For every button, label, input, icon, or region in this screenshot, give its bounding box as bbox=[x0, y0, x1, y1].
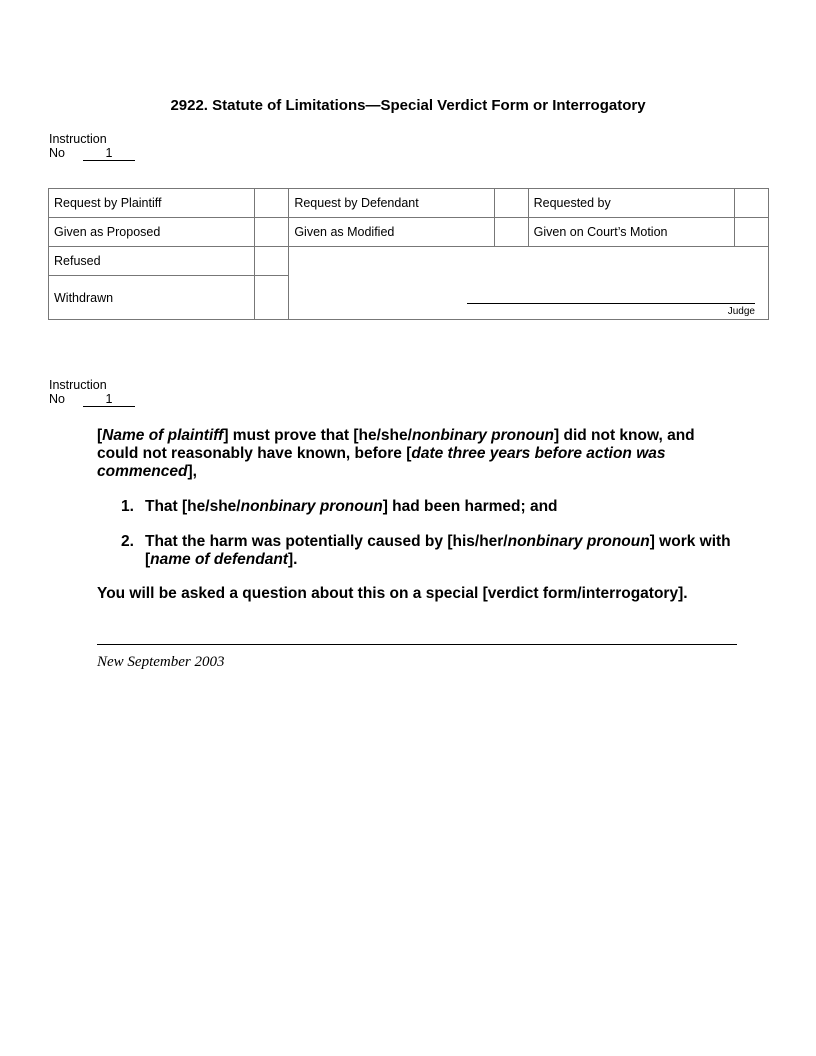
text: ], bbox=[187, 463, 197, 480]
revision-note: New September 2003 bbox=[97, 654, 225, 670]
no-label: No bbox=[49, 392, 65, 406]
closing-sentence: You will be asked a question about this on a special [verdict form/interrogatory]. bbox=[97, 585, 688, 602]
divider bbox=[97, 644, 737, 645]
given-on-courts-motion-box[interactable] bbox=[735, 218, 769, 247]
request-by-plaintiff-label: Request by Plaintiff bbox=[49, 189, 255, 218]
placeholder-text: date three years before action was commenced bbox=[97, 445, 666, 480]
page-title: 2922. Statute of Limitations—Special Verdict Form or Interrogatory bbox=[170, 97, 646, 114]
given-as-modified-label: Given as Modified bbox=[289, 218, 494, 247]
given-as-proposed-label: Given as Proposed bbox=[49, 218, 255, 247]
placeholder-text: name of defendant bbox=[150, 551, 288, 568]
item-number: 1. bbox=[121, 498, 134, 515]
placeholder-text: nonbinary pronoun bbox=[411, 427, 555, 444]
instruction-number-block-2 bbox=[49, 378, 135, 407]
request-by-plaintiff-box[interactable] bbox=[255, 189, 289, 218]
refused-box[interactable] bbox=[255, 247, 289, 276]
request-by-defendant-label: Request by Defendant bbox=[289, 189, 494, 218]
request-by-defendant-box[interactable] bbox=[494, 189, 528, 218]
text: ] did not know, and could not reasonably have known, before [ bbox=[97, 427, 695, 462]
withdrawn-label: Withdrawn bbox=[49, 276, 255, 320]
judge-signature-line[interactable] bbox=[467, 303, 755, 304]
judge-label: Judge bbox=[727, 306, 755, 317]
requested-by-label: Requested by bbox=[528, 189, 734, 218]
item-number: 2. bbox=[121, 533, 134, 550]
instruction-number: 1 bbox=[83, 147, 135, 161]
placeholder-text: nonbinary pronoun bbox=[507, 533, 650, 550]
text: That the harm was potentially caused by [his/her/ bbox=[145, 533, 508, 550]
no-label: No bbox=[49, 146, 65, 160]
text: ] work with [ bbox=[145, 533, 731, 568]
instruction-paragraph bbox=[97, 427, 737, 481]
text: ] had been harmed; and bbox=[382, 498, 558, 515]
withdrawn-box[interactable] bbox=[255, 276, 289, 320]
instruction-number: 1 bbox=[83, 393, 135, 407]
judge-signature-area bbox=[289, 247, 769, 320]
instruction-label: Instruction bbox=[49, 132, 107, 146]
text: That [he/she/ bbox=[145, 498, 241, 515]
given-on-courts-motion-label: Given on Court’s Motion bbox=[528, 218, 734, 247]
instruction-number-block bbox=[49, 132, 135, 161]
instruction-disposition-form bbox=[48, 188, 769, 320]
given-as-modified-box[interactable] bbox=[494, 218, 528, 247]
text: ]. bbox=[287, 551, 298, 568]
text: ] must prove that [he/she/ bbox=[223, 427, 412, 444]
requested-by-box[interactable] bbox=[735, 189, 769, 218]
list-item bbox=[121, 498, 731, 516]
given-as-proposed-box[interactable] bbox=[255, 218, 289, 247]
text: [ bbox=[97, 427, 103, 444]
placeholder-text: Name of plaintiff bbox=[102, 427, 224, 444]
placeholder-text: nonbinary pronoun bbox=[240, 498, 383, 515]
list-item bbox=[121, 533, 731, 569]
refused-label: Refused bbox=[49, 247, 255, 276]
instruction-label: Instruction bbox=[49, 378, 107, 392]
